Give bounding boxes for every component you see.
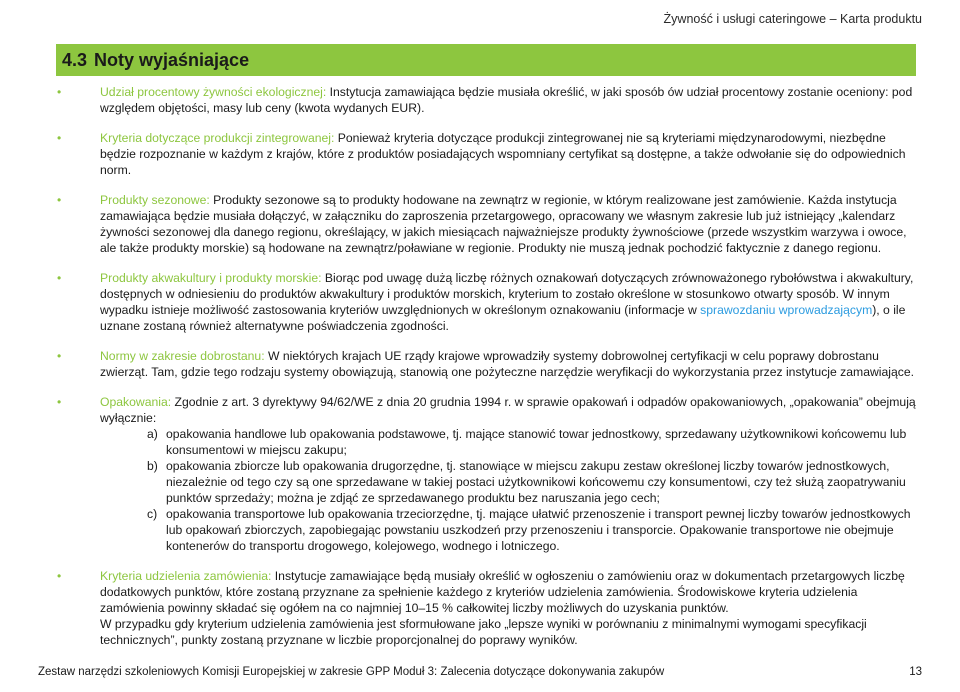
- section-number: 4.3: [62, 50, 88, 70]
- page-footer: [38, 666, 922, 678]
- footer-text: Zestaw narzędzi szkoleniowych Komisji Europejskiej w zakresie GPP Moduł 3: Zalecenia dotyczące dokonywania zakupów: [38, 666, 665, 678]
- subitem-text: opakowania handlowe lub opakowania podstawowe, tj. mające stanowić towar jednostkowy, sprzedawany użytkownikowi końcowemu lub konsumentowi w miejscu zakupu;: [166, 427, 907, 457]
- note-text: Zgodnie z art. 3 dyrektywy 94/62/WE z dnia 20 grudnia 1994 r. w sprawie opakowań i odpadów opakowaniowych, „opakowania” obejmują wyłącznie:: [100, 395, 916, 425]
- note-seasonal-products: [57, 192, 919, 256]
- note-integrated-production: [57, 130, 919, 178]
- bullet-icon: •: [57, 193, 62, 207]
- subitem-text: opakowania zbiorcze lub opakowania drugorzędne, tj. stanowiące w miejscu zakupu zestaw określonej liczby towarów jednostkowych, niezależnie od tego czy są one sprzedawane w takiej postaci użytkownikowi końcowemu czy konsumentowi, czy też służą zaopatrywaniu punktów sprzedaży; można je zdjąć ze sprzedawanego produktu bez naruszania jego cech;: [166, 459, 906, 505]
- notes-list: [57, 84, 919, 662]
- bullet-icon: •: [57, 395, 62, 409]
- note-animal-welfare: [57, 348, 919, 380]
- note-text-paragraph-2: W przypadku gdy kryterium udzielenia zamówienia jest sformułowane jako „lepsze wyniki w porównaniu z minimalnymi wymogami specyfikacji technicznych”, punkty zostaną przyznane w liczbie proporcjonalnej do poprawy wyników.: [100, 617, 867, 647]
- note-label: Normy w zakresie dobrostanu:: [100, 349, 265, 363]
- subitem-letter: a): [147, 427, 158, 441]
- packaging-subitem: [100, 426, 919, 458]
- note-text-after: ), o ile uznane zostaną również alternatywne poświadczenia zgodności.: [100, 303, 906, 333]
- note-label: Kryteria udzielenia zamówienia:: [100, 569, 272, 583]
- subitem-letter: b): [147, 459, 158, 473]
- subitem-text: opakowania transportowe lub opakowania trzeciorzędne, tj. mające ułatwić przenoszenie i transport pewnej liczby towarów jednostkowych lub opakowań zbiorczych, zapobiegając powstaniu uszkodzeń przy przenoszeniu i transporcie. Opakowanie transportowe nie obejmuje kontenerów do transportu drogowego, kolejowego, wodnego i lotniczego.: [166, 507, 911, 553]
- note-aquaculture: [57, 270, 919, 334]
- running-header: Żywność i usługi cateringowe – Karta produktu: [663, 12, 922, 26]
- note-text: Biorąc pod uwagę dużą liczbę różnych oznakowań dotyczących zrównoważonego rybołówstwa i akwakultury, dostępnych w odniesieniu do produktów akwakultury i produktów morskich, kryterium to zostało określone w stosunkowo otwarty sposób. W innym wypadku istnieje możliwość zastosowania kryteriów uwzględnionych w określonym oznakowaniu (informacje w: [100, 271, 914, 317]
- bullet-icon: •: [57, 349, 62, 363]
- note-label: Udział procentowy żywności ekologicznej:: [100, 85, 327, 99]
- note-organic-share: [57, 84, 919, 116]
- bullet-icon: •: [57, 85, 62, 99]
- note-label: Produkty sezonowe:: [100, 193, 210, 207]
- page-number: 13: [909, 666, 922, 678]
- section-title-bar: [56, 44, 916, 76]
- note-text: Instytucje zamawiające będą musiały określić w ogłoszeniu o zamówieniu oraz w dokumentach przetargowych liczbę dodatkowych punktów, które zostaną przyznane za spełnienie każdego z kryteriów udzielenia zamówienia. Środowiskowe kryteria udzielenia zamówienia powinny składać się ogółem na co najmniej 10–15 % całkowitej liczby możliwych do uzyskania punktów.: [100, 569, 905, 615]
- subitem-letter: c): [147, 507, 158, 521]
- note-label: Produkty akwakultury i produkty morskie:: [100, 271, 322, 285]
- note-text: Produkty sezonowe są to produkty hodowane na zewnątrz w regionie, w którym realizowane jest zamówienie. Każda instytucja zamawiająca będzie musiała dołączyć, w załączniku do zaproszenia przetargowego, opracowany we własnym zakresie lub już istniejący „kalendarz żywności sezonowej dla danego regionu, określający, w jakich miesiącach najważniejsze produkty żywnościowe (przede wszystkim warzywa i owoce, ale także produkty morskie) są hodowane na zewnątrz/poławiane w regionie. Produkty nie muszą jednak pochodzić faktycznie z danego regionu.: [100, 193, 907, 255]
- note-award-criteria: [57, 568, 919, 648]
- note-packaging: [57, 394, 919, 554]
- note-text: W niektórych krajach UE rządy krajowe wprowadziły systemy dobrowolnej certyfikacji w celu poprawy dobrostanu zwierząt. Tam, gdzie tego rodzaju systemy obowiązują, stanowią one pożyteczne narzędzie weryfikacji do wykorzystania przez instytucje zamawiające.: [100, 349, 915, 379]
- note-text: Instytucja zamawiająca będzie musiała określić, w jaki sposób ów udział procentowy zostanie oceniony: pod względem objętości, masy lub ceny (kwota wydanych EUR).: [100, 85, 913, 115]
- packaging-subitem: [100, 458, 919, 506]
- note-text: Ponieważ kryteria dotyczące produkcji zintegrowanej nie są kryteriami międzynarodowymi, niezbędne będzie rozpoznanie w każdym z krajów, które z produktów posiadających wspomniany certyfikat są dostępne, a także odwołanie się do odpowiednich norm.: [100, 131, 906, 177]
- packaging-subitem: [100, 506, 919, 554]
- bullet-icon: •: [57, 271, 62, 285]
- section-title: Noty wyjaśniające: [94, 50, 250, 70]
- bullet-icon: •: [57, 131, 62, 145]
- bullet-icon: •: [57, 569, 62, 583]
- note-label: Opakowania:: [100, 395, 172, 409]
- note-label: Kryteria dotyczące produkcji zintegrowanej:: [100, 131, 335, 145]
- introductory-report-link[interactable]: sprawozdaniu wprowadzającym: [700, 303, 873, 317]
